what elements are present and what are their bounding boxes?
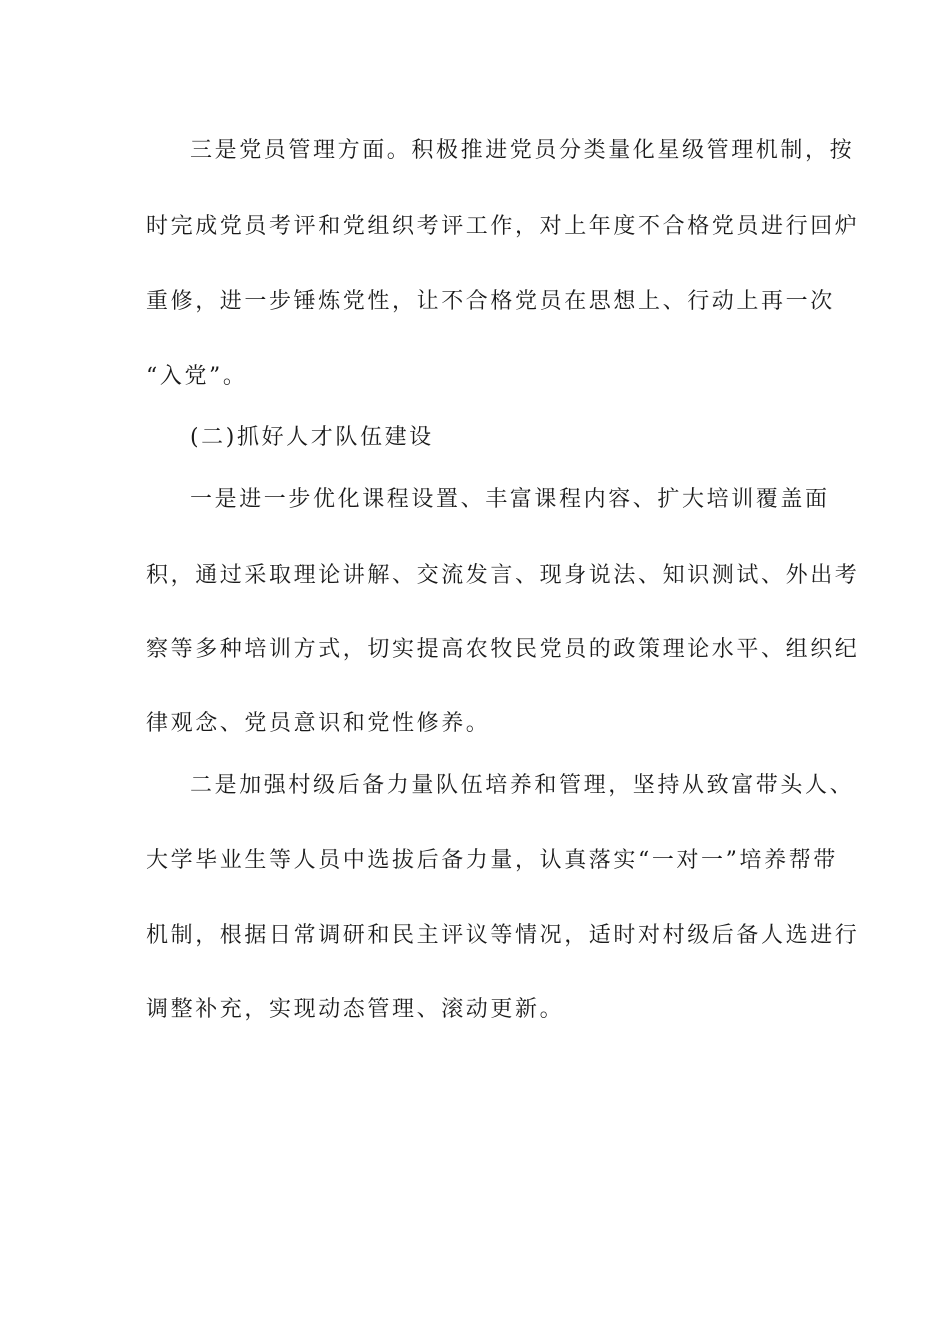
paragraph-line: 调整补充，实现动态管理、滚动更新。 (146, 997, 565, 1022)
paragraph-line: 二是加强村级后备力量队伍培养和管理，坚持从致富带头人、 (190, 773, 855, 798)
paragraph-line: 一是进一步优化课程设置、丰富课程内容、扩大培训覆盖面 (190, 487, 830, 512)
paragraph-line: 大学毕业生等人员中选拔后备力量，认真落实“一对一”培养帮带 (146, 848, 838, 873)
section-heading: (二)抓好人才队伍建设 (190, 425, 434, 450)
paragraph-line: 积，通过采取理论讲解、交流发言、现身说法、知识测试、外出考 (146, 563, 860, 588)
paragraph-line: 三是党员管理方面。积极推进党员分类量化星级管理机制，按 (190, 138, 855, 163)
paragraph-line: 察等多种培训方式，切实提高农牧民党员的政策理论水平、组织纪 (146, 637, 860, 662)
paragraph-line: 律观念、党员意识和党性修养。 (146, 711, 491, 736)
paragraph-line: “入党”。 (146, 364, 248, 389)
paragraph-line: 重修，进一步锤炼党性，让不合格党员在思想上、行动上再一次 (146, 289, 835, 314)
paragraph-line: 时完成党员考评和党组织考评工作，对上年度不合格党员进行回炉 (146, 214, 860, 239)
paragraph-line: 机制，根据日常调研和民主评议等情况，适时对村级后备人选进行 (146, 923, 860, 948)
